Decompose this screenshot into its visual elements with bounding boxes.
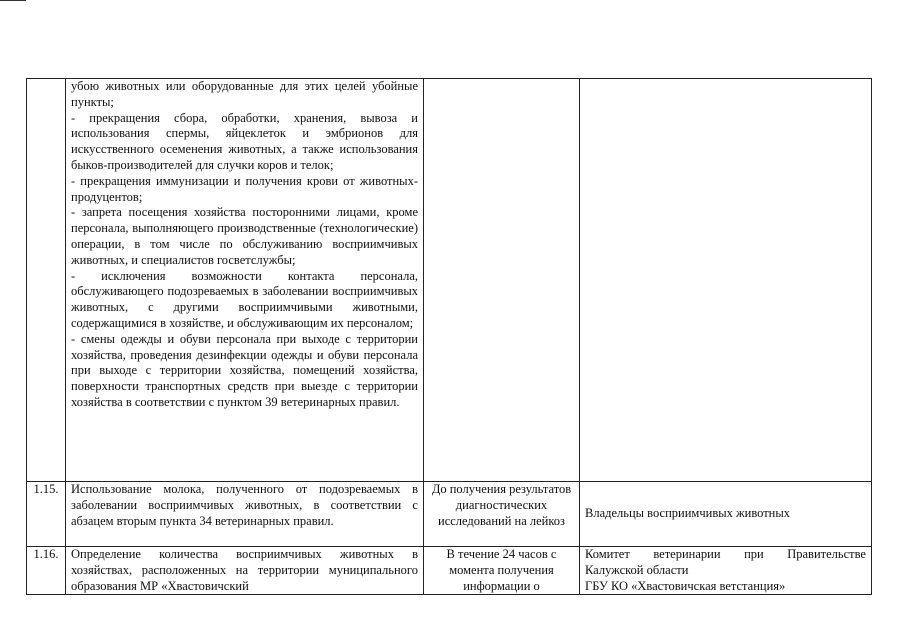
responsible-cell xyxy=(580,547,872,595)
action-paragraph: - исключения возможности контакта персонала, обслуживающего подозреваемых в заболевании восприимчивых животных, с другими восприимчивыми животными, содержащимися в хозяйстве, и обслуживающим их персоналом; xyxy=(71,268,418,330)
action-paragraph: - прекращения иммунизации и получения крови от животных-продуцентов; xyxy=(71,173,418,204)
action-cell xyxy=(66,79,424,482)
term-cell: До получения результатов диагностических исследований на лейкоз xyxy=(424,482,580,547)
table-row xyxy=(27,79,872,482)
action-cell xyxy=(66,547,424,595)
term-cell xyxy=(424,79,580,482)
scan-corner-mark xyxy=(0,0,26,4)
table-row xyxy=(27,482,872,547)
responsible-cell xyxy=(580,79,872,482)
action-paragraph: Определение количества восприимчивых животных в хозяйствах, расположенных на территории муниципального образования МР «Хвастовичский xyxy=(71,547,418,593)
action-paragraph: - прекращения сбора, обработки, хранения, вывоза и использования спермы, яйцеклеток и эмбрионов для искусственного осеменения животных, а также использования быков-производителей для случки коров и телок; xyxy=(71,110,418,172)
row-number xyxy=(27,79,66,482)
responsible-cell: Владельцы восприимчивых животных xyxy=(580,482,872,547)
term-cell: В течение 24 часов с момента получения информации о xyxy=(424,547,580,595)
action-cell xyxy=(66,482,424,547)
row-number: 1.15. xyxy=(27,482,66,547)
measures-table xyxy=(26,78,872,595)
action-paragraph: Использование молока, полученного от подозреваемых в заболевании восприимчивых животных, в соответствии с абзацем вторым пункта 34 ветеринарных правил. xyxy=(71,482,418,528)
action-paragraph: убою животных или оборудованные для этих целей убойные пункты; xyxy=(71,79,418,109)
action-paragraph: - смены одежды и обуви персонала при выходе с территории хозяйства, проведения дезинфекции одежды и обуви персонала при выходе с территории хозяйства, помещений хозяйства, поверхности транспортных средств при выезде с территории хозяйства в соответствии с пунктом 39 ветеринарных правил. xyxy=(71,331,418,409)
action-paragraph: - запрета посещения хозяйства посторонними лицами, кроме персонала, выполняющего производственные (технологические) операции, в том числе по обслуживанию восприимчивых животных, и специалистов госветслужбы; xyxy=(71,205,418,267)
responsible-line: ГБУ КО «Хвастовичская ветстанция» xyxy=(585,578,786,593)
table-row xyxy=(27,547,872,595)
row-number: 1.16. xyxy=(27,547,66,595)
responsible-line: Комитет ветеринарии при Правительстве Калужской области xyxy=(585,547,866,577)
